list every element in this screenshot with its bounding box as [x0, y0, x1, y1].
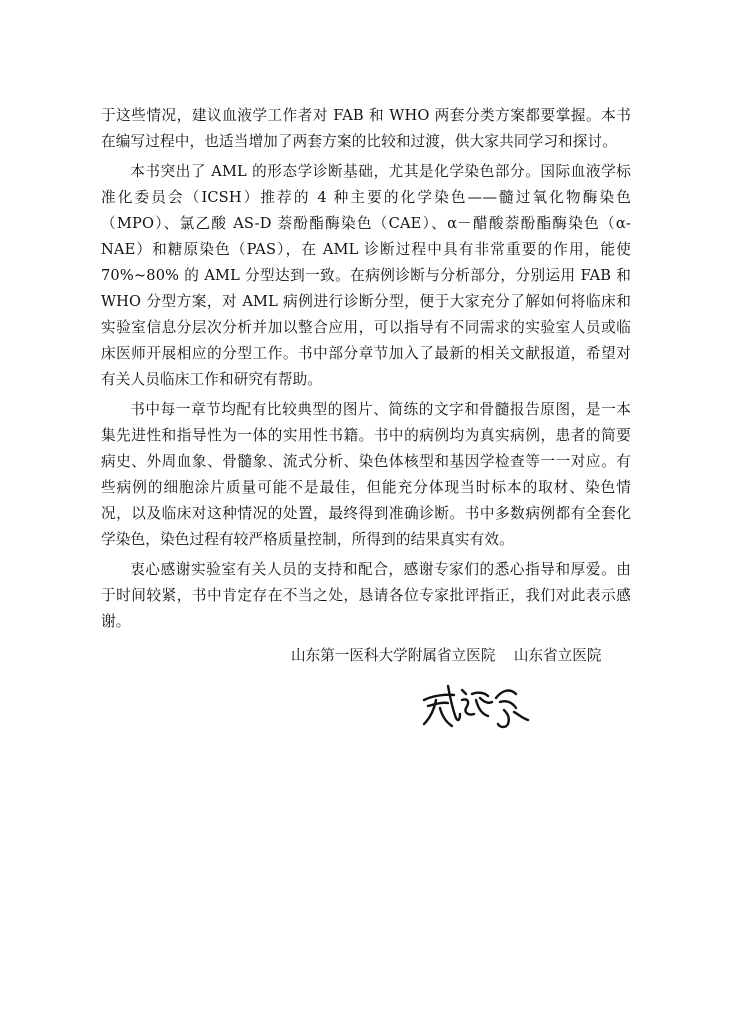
- paragraph-1: 于这些情况，建议血液学工作者对 FAB 和 WHO 两套分类方案都要掌握。本书在编写过程中，也适当增加了两套方案的比较和过渡，供大家共同学习和探讨。: [101, 107, 631, 150]
- body-text: [101, 103, 631, 639]
- paragraph-4: 衷心感谢实验室有关人员的支持和配合，感谢专家们的悉心指导和厚爱。由于时间较紧，书中肯定存在不当之处，恳请各位专家批评指正，我们对此表示感谢。: [101, 561, 631, 630]
- author-affiliation: 山东第一医科大学附属省立医院 山东省立医院: [291, 647, 602, 664]
- paragraph-2: 本书突出了 AML 的形态学诊断基础，尤其是化学染色部分。国际血液学标准化委员会（ICSH）推荐的 4 种主要的化学染色——髓过氧化物酶染色（MPO）、氯乙酸 AS-D 萘酚酯酶染色（CAE）、α－醋酸萘酚酯酶染色（α-NAE）和糖原染色（PAS），在 AML 诊断过程中具有非常重要的作用，能使 70%~80% 的 AML 分型达到一致。在病例诊断与分析部分，分别运用 FAB 和 WHO 分型方案，对 AML 病例进行诊断分型，便于大家充分了解如何将临床和实验室信息分层次分析并加以整合应用，可以指导有不同需求的实验室人员或临床医师开展相应的分型工作。书中部分章节加入了最新的相关文献报道，希望对有关人员临床工作和研究有帮助。: [101, 163, 631, 388]
- handwritten-signature: [418, 678, 538, 738]
- paragraph-3: 书中每一章节均配有比较典型的图片、简练的文字和骨髓报告原图，是一本集先进性和指导性为一体的实用性书籍。书中的病例均为真实病例，患者的简要病史、外周血象、骨髓象、流式分析、染色体核型和基因学检查等一一对应。有些病例的细胞涂片质量可能不是最佳，但能充分体现当时标本的取材、染色情况，以及临床对这种情况的处置，最终得到准确诊断。书中多数病例都有全套化学染色，染色过程有较严格质量控制，所得到的结果真实有效。: [101, 401, 631, 548]
